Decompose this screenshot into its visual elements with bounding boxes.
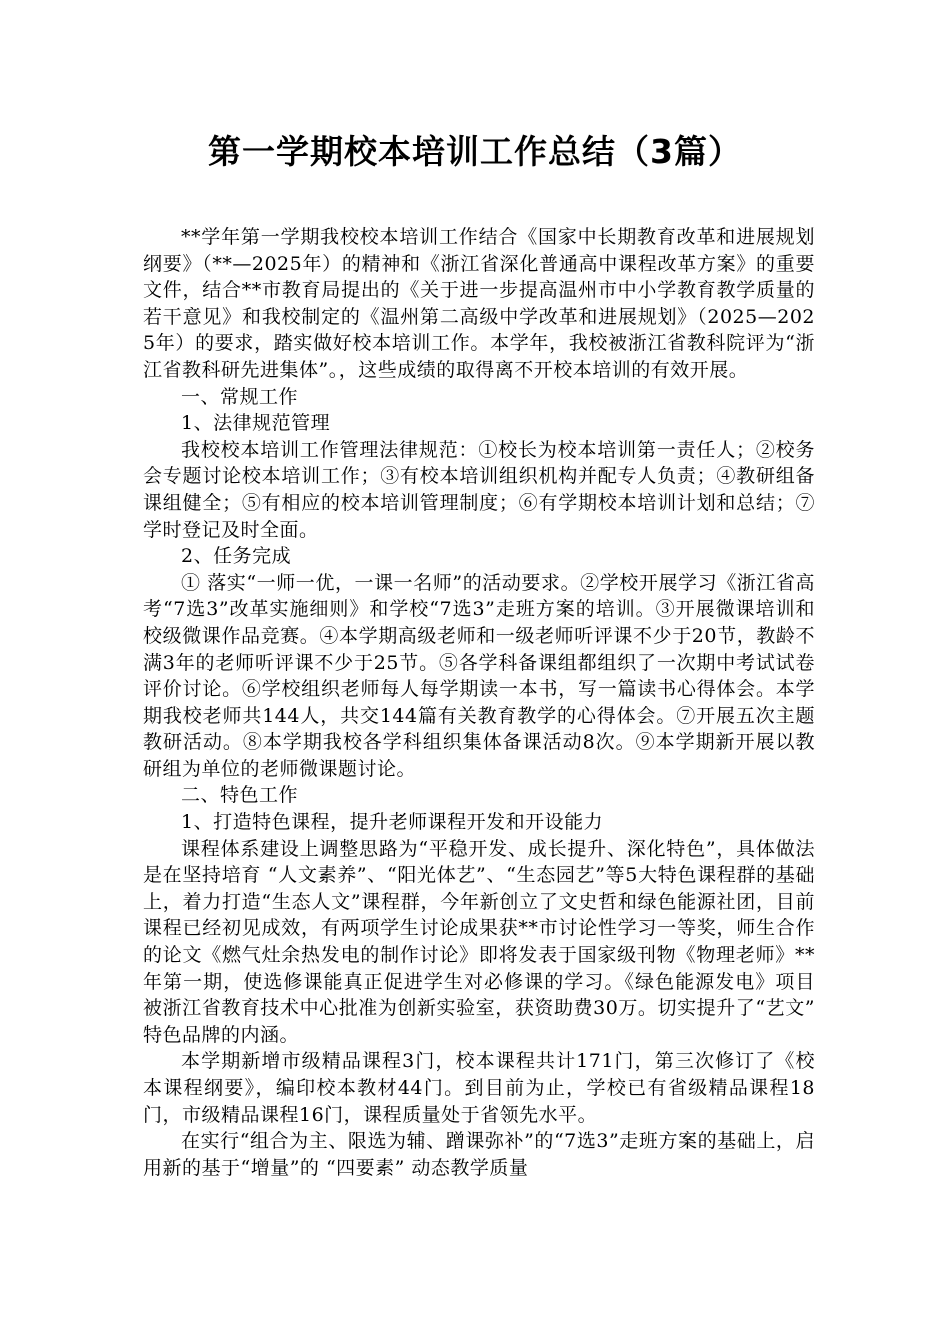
elective-scheme-paragraph: 在实行“组合为主、限选为辅、蹭课弥补”的“7选3”走班方案的基础上，启用新的基于“增量”的 “四要素” 动态教学质量 — [143, 1130, 815, 1179]
subheading-standard-management: 1、法律规范管理 — [181, 412, 331, 435]
subheading-task-completion: 2、任务完成 — [181, 545, 292, 568]
document-body — [143, 224, 815, 1181]
section-heading-featured-work: 二、特色工作 — [181, 784, 299, 807]
management-paragraph: 我校校本培训工作管理法律规范：①校长为校本培训第一责任人；②校务会专题讨论校本培训工作；③有校本培训组织机构并配专人负责；④教研组备课组健全；⑤有相应的校本培训管理制度；⑥有学期校本培训计划和总结；⑦学时登记及时全面。 — [143, 438, 815, 541]
subheading-featured-courses: 1、打造特色课程，提升老师课程开发和开设能力 — [181, 811, 604, 834]
tasks-paragraph: ① 落实“一师一优，一课一名师”的活动要求。②学校开展学习《浙江省高考“7选3”改革实施细则》和学校“7选3”走班方案的培训。③开展微课培训和校级微课作品竞赛。④本学期高级老师和一级老师听评课不少于20节，教龄不满3年的老师听评课不少于25节。⑤各学科备课组都组织了一次期中考试试卷评价讨论。⑥学校组织老师每人每学期读一本书，写一篇读书心得体会。本学期我校老师共144人，共交144篇有关教育教学的心得体会。⑦开展五次主题教研活动。⑧本学期我校各学科组织集体备课活动8次。⑨本学期新开展以教研组为单位的老师微课题讨论。 — [143, 571, 815, 780]
section-heading-routine-work: 一、常规工作 — [181, 385, 299, 408]
new-courses-paragraph: 本学期新增市级精品课程3门，校本课程共计171门，第三次修订了《校本课程纲要》，编印校本教材44门。到目前为止，学校已有省级精品课程18门，市级精品课程16门，课程质量处于省领先水平。 — [143, 1050, 815, 1126]
document-title: 第一学期校本培训工作总结（3篇） — [208, 132, 742, 171]
curriculum-paragraph: 课程体系建设上调整思路为“平稳开发、成长提升、深化特色”，具体做法是在坚持培育 “人文素养”、“阳光体艺”、“生态园艺”等5大特色课程群的基础上，着力打造“生态人文”课程群，今年新创立了文史哲和绿色能源社团，目前课程已经初见成效，有两项学生讨论成果获**市讨论性学习一等奖，师生合作的论文《燃气灶余热发电的制作讨论》即将发表于国家级刊物《物理老师》**年第一期，使选修课能真正促进学生对必修课的学习。《绿色能源发电》项目被浙江省教育技术中心批准为创新实验室，获资助费30万。切实提升了“艺文” 特色品牌的内涵。 — [143, 837, 815, 1046]
intro-paragraph: **学年第一学期我校校本培训工作结合《国家中长期教育改革和进展规划纲要》（**—2025年）的精神和《浙江省深化普通高中课程改革方案》的重要文件，结合**市教育局提出的《关于进一步提高温州市中小学教育教学质量的若干意见》和我校制定的《温州第二高级中学改革和进展规划》（2025—2025年）的要求，踏实做好校本培训工作。本学年，我校被浙江省教科院评为“浙江省教科研先进集体”。，这些成绩的取得离不开校本培训的有效开展。 — [143, 226, 815, 381]
